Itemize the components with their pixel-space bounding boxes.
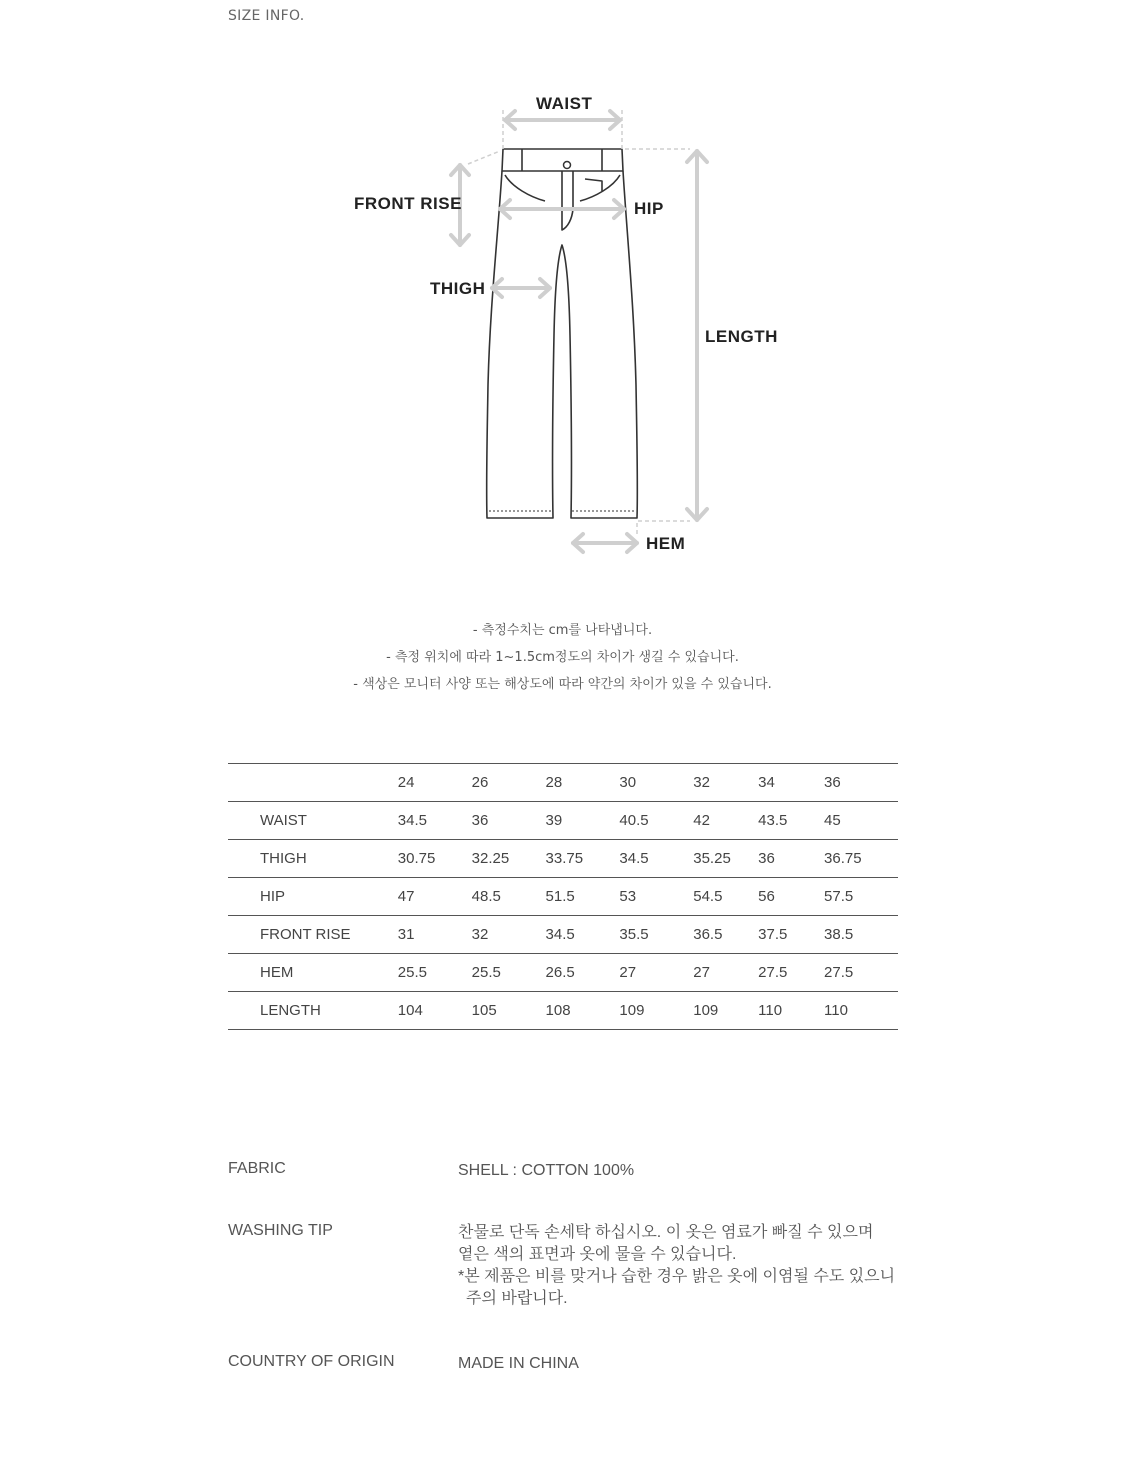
note-line: - 색상은 모니터 사양 또는 해상도에 따라 약간의 차이가 있을 수 있습니다. [353,677,772,692]
table-cell: 34.5 [546,916,620,954]
washing-instructions [458,1222,895,1310]
note-line: - 측정수치는 cm를 나타냅니다. [472,623,653,638]
table-cell: 47 [398,878,472,916]
measurement-notes [0,617,1125,698]
table-cell: 48.5 [472,878,546,916]
origin-value: MADE IN CHINA [458,1355,579,1372]
row-label: THIGH [228,840,398,878]
label-hip: HIP [634,199,664,218]
row-label: HEM [228,954,398,992]
table-cell: 53 [619,878,693,916]
table-cell: 45 [824,802,898,840]
label-front-rise: FRONT RISE [354,194,462,213]
size-header-row [228,764,898,802]
table-cell: 34.5 [398,802,472,840]
label-waist: WAIST [536,94,593,113]
table-cell: 25.5 [472,954,546,992]
table-row [228,878,898,916]
pants-diagram [340,85,800,565]
table-cell: 35.25 [693,840,758,878]
table-cell: 109 [619,992,693,1030]
table-cell: 36.75 [824,840,898,878]
size-header: 26 [472,764,546,802]
label-hem: HEM [646,534,686,553]
size-header: 24 [398,764,472,802]
size-header: 36 [824,764,898,802]
table-cell: 40.5 [619,802,693,840]
pants-illustration [340,85,800,565]
label-length: LENGTH [705,327,778,346]
table-cell: 104 [398,992,472,1030]
button-icon [564,162,571,169]
table-cell: 105 [472,992,546,1030]
note-line: - 측정 위치에 따라 1~1.5cm정도의 차이가 생길 수 있습니다. [386,650,739,665]
table-cell: 32 [472,916,546,954]
table-cell: 109 [693,992,758,1030]
washing-line: 옅은 색의 표면과 옷에 물을 수 있습니다. [458,1246,737,1263]
table-cell: 39 [546,802,620,840]
washing-line: 찬물로 단독 손세탁 하십시오. 이 옷은 염료가 빠질 수 있으며 [458,1224,874,1241]
measurement-arrows [451,111,707,552]
table-cell: 36 [472,802,546,840]
table-cell: 42 [693,802,758,840]
fabric-label: FABRIC [228,1160,286,1177]
table-cell: 56 [758,878,824,916]
size-header: 34 [758,764,824,802]
table-cell: 27 [619,954,693,992]
table-cell: 57.5 [824,878,898,916]
table-cell: 30.75 [398,840,472,878]
fabric-value: SHELL : COTTON 100% [458,1162,635,1179]
table-cell: 25.5 [398,954,472,992]
table-cell: 110 [824,992,898,1030]
table-cell: 27 [693,954,758,992]
table-cell: 26.5 [546,954,620,992]
section-title: SIZE INFO. [228,8,305,24]
table-cell: 32.25 [472,840,546,878]
table-cell: 27.5 [758,954,824,992]
table-cell: 33.75 [546,840,620,878]
table-row [228,802,898,840]
table-cell: 37.5 [758,916,824,954]
table-cell: 36 [758,840,824,878]
table-row [228,992,898,1030]
washing-line: 주의 바랍니다. [466,1290,568,1307]
washing-line: *본 제품은 비를 맞거나 습한 경우 밝은 옷에 이염될 수도 있으니 [458,1268,896,1285]
row-label: FRONT RISE [228,916,398,954]
table-row [228,916,898,954]
table-cell: 51.5 [546,878,620,916]
table-cell: 36.5 [693,916,758,954]
header-empty-cell [228,764,398,802]
table-row [228,954,898,992]
pants-outline [487,149,638,518]
washing-label: WASHING TIP [228,1222,333,1239]
size-header: 28 [546,764,620,802]
row-label: WAIST [228,802,398,840]
table-cell: 27.5 [824,954,898,992]
table-cell: 34.5 [619,840,693,878]
table-cell: 108 [546,992,620,1030]
table-row [228,840,898,878]
table-cell: 43.5 [758,802,824,840]
row-label: LENGTH [228,992,398,1030]
origin-label: COUNTRY OF ORIGIN [228,1353,395,1370]
table-cell: 38.5 [824,916,898,954]
size-header: 32 [693,764,758,802]
table-cell: 31 [398,916,472,954]
table-cell: 54.5 [693,878,758,916]
label-thigh: THIGH [430,279,486,298]
table-cell: 35.5 [619,916,693,954]
size-table [228,763,898,1030]
table-cell: 110 [758,992,824,1030]
row-label: HIP [228,878,398,916]
size-header: 30 [619,764,693,802]
